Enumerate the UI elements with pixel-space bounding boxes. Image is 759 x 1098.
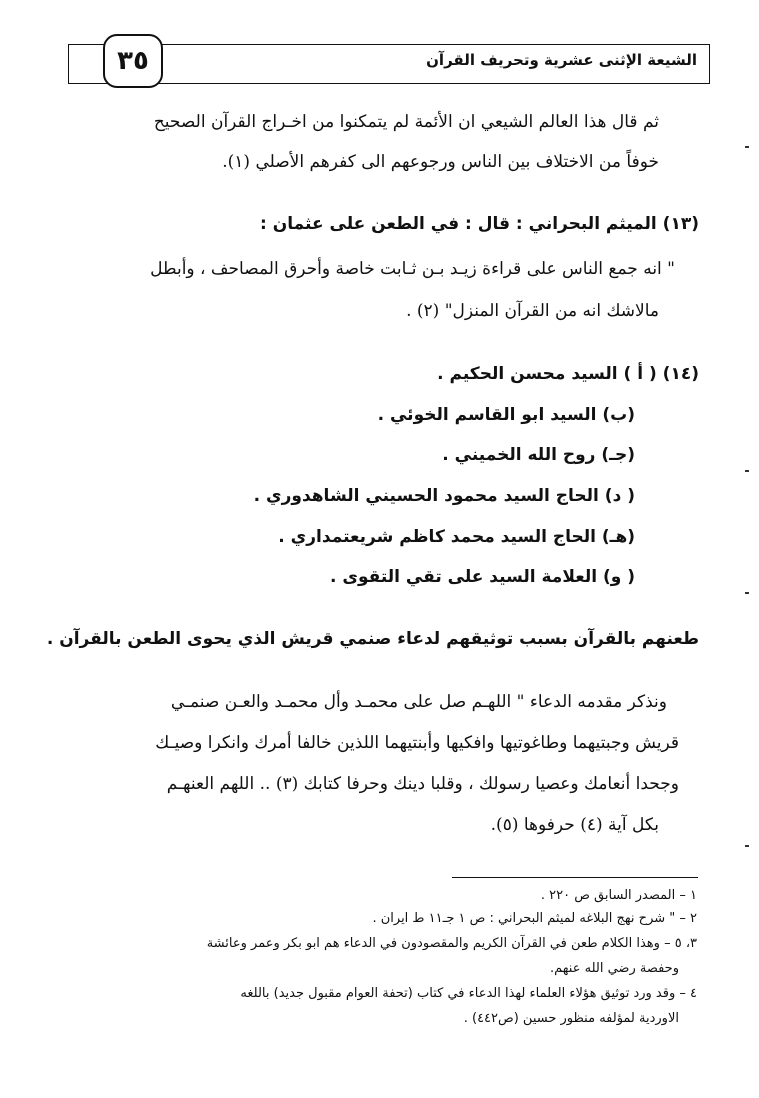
paragraph-1-line-2: خوفاً من الاختلاف بين الناس ورجوعهم الى كفرهم الأصلي (١). xyxy=(222,152,659,172)
paragraph-2-line-4: بكل آية (٤) حرفوها (٥). xyxy=(490,815,659,835)
scan-mark xyxy=(745,592,749,594)
item-14-line-e: (هـ) الحاج السيد محمد كاظم شريعتمداري . xyxy=(278,527,635,547)
paragraph-2-line-2: قريش وجبتيهما وطاغوتيها وافكيها وأبنتيهما اللذين خالفا أمرك وانكرا وصيـك xyxy=(155,733,679,753)
section-heading: طعنهم بالقرآن بسبب توثيقهم لدعاء صنمي قريش الذي يحوى الطعن بالقرآن . xyxy=(46,629,699,649)
item-13-quote-line-1: " انه جمع الناس على قراءة زيـد بـن ثـابت خاصة وأحرق المصاحف ، وأبطل xyxy=(150,259,675,279)
item-14-line-f: ( و) العلامة السيد على تقي التقوى . xyxy=(329,567,635,587)
footnote-separator xyxy=(452,877,698,878)
footnote-4-continued: الاوردية لمؤلفه منظور حسين (ص٤٤٢) . xyxy=(463,1011,679,1026)
paragraph-2-line-1: ونذكر مقدمه الدعاء " اللهـم صل على محمـد وأل محمـد والعـن صنمـي xyxy=(170,692,667,712)
item-14-line-a: (١٤) ( أ ) السيد محسن الحكيم . xyxy=(437,364,699,384)
item-14-line-b: (ب) السيد ابو القاسم الخوئي . xyxy=(377,405,635,425)
paragraph-1-line-1: ثم قال هذا العالم الشيعي ان الأئمة لم يتمكنوا من اخـراج القرآن الصحيح xyxy=(153,112,659,132)
item-14-line-d: ( د) الحاج السيد محمود الحسيني الشاهدوري . xyxy=(253,486,635,506)
scan-mark xyxy=(745,845,749,847)
footnote-3-5: ٣، ٥ – وهذا الكلام طعن في القرآن الكريم والمقصودون في الدعاء هم ابو بكر وعمر وعائشة xyxy=(206,936,697,951)
footnote-2: ٢ – " شرح نهج البلاغه لميثم البحراني : ص ١ جـ١١ ط ايران . xyxy=(372,911,697,926)
item-14-line-c: (جـ) روح الله الخميني . xyxy=(442,445,635,465)
footnote-4: ٤ – وقد ورد توثيق هؤلاء العلماء لهذا الدعاء في كتاب (تحفة العوام مقبول جديد) باللغه xyxy=(240,986,697,1001)
page-number: ٣٥ xyxy=(103,34,163,88)
item-13-quote-line-2: مالاشك انه من القرآن المنزل" (٢) . xyxy=(406,301,659,321)
item-13-heading: (١٣) الميثم البحراني : قال : في الطعن على عثمان : xyxy=(260,214,699,234)
footnote-3-5-continued: وحفصة رضي الله عنهم. xyxy=(550,961,679,976)
paragraph-2-line-3: وجحدا أنعامك وعصيا رسولك ، وقلبا دينك وحرفا كتابك (٣) .. اللهم العنهـم xyxy=(166,774,679,794)
scan-mark xyxy=(745,146,749,148)
footnote-1: ١ – المصدر السابق ص ٢٢٠ . xyxy=(540,888,697,903)
running-header-title: الشيعة الإثنى عشرية وتحريف القرآن xyxy=(426,51,697,69)
scan-mark xyxy=(745,470,749,472)
